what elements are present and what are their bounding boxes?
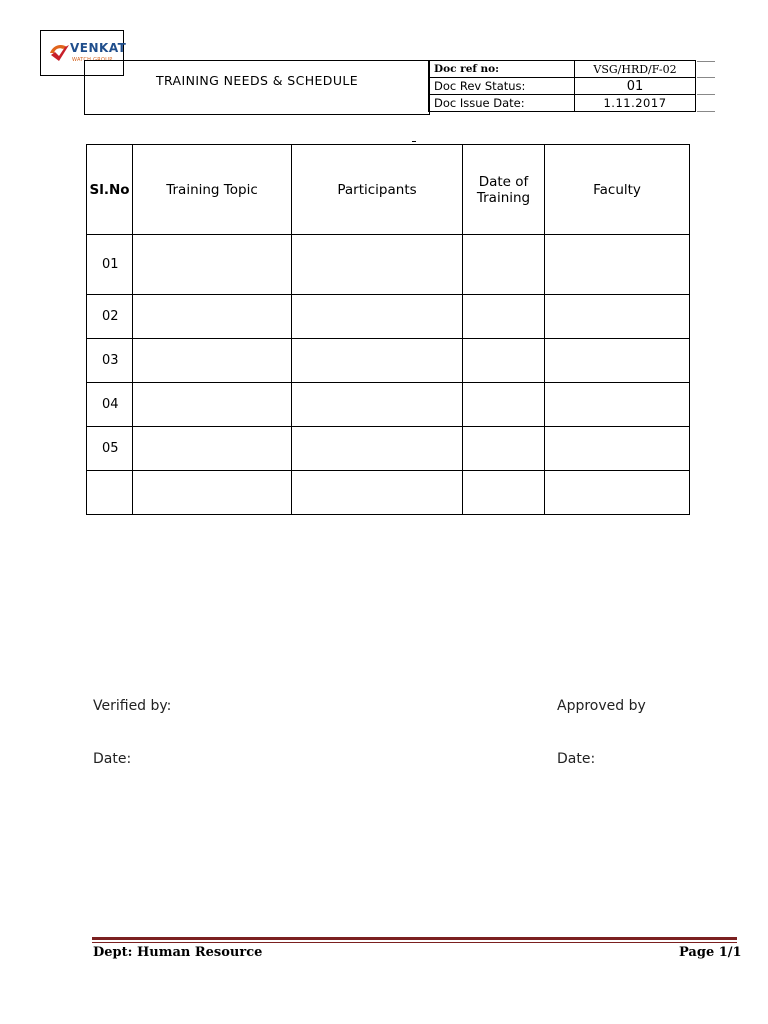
document-title-box [84, 60, 430, 115]
row-faculty-cell[interactable] [545, 295, 690, 339]
logo-tagline: WATCH GROUP [72, 57, 113, 63]
header-date-line1: Date of [478, 173, 529, 190]
table-border-extension [697, 111, 715, 112]
row-participants-cell[interactable] [292, 427, 463, 471]
row-participants-cell[interactable] [292, 383, 463, 427]
doc-date-label: Doc Issue Date: [429, 95, 575, 112]
doc-reference-table [428, 60, 696, 112]
table-border-extension [697, 61, 715, 62]
header-participants: Participants [292, 145, 463, 235]
table-row [87, 235, 690, 295]
row-participants-cell[interactable] [292, 471, 463, 515]
table-border-extension [697, 94, 715, 95]
row-participants-cell[interactable] [292, 235, 463, 295]
row-topic-cell[interactable] [133, 235, 292, 295]
doc-rev-value: 01 [575, 78, 696, 95]
row-participants-cell[interactable] [292, 295, 463, 339]
footer-page-number: Page 1/1 [679, 945, 742, 960]
row-date-cell[interactable] [463, 383, 545, 427]
footer-department: Dept: Human Resource [93, 945, 263, 960]
table-row [87, 295, 690, 339]
doc-ref-label: Doc ref no: [429, 61, 575, 78]
row-slno: 01 [87, 235, 133, 295]
row-participants-cell[interactable] [292, 339, 463, 383]
footer-rule-thin [92, 942, 737, 943]
row-topic-cell[interactable] [133, 383, 292, 427]
table-row [87, 339, 690, 383]
table-row [87, 471, 690, 515]
doc-date-value: 1.11.2017 [575, 95, 696, 112]
header-training-topic: Training Topic [133, 145, 292, 235]
row-faculty-cell[interactable] [545, 339, 690, 383]
row-date-cell[interactable] [463, 427, 545, 471]
table-header-row [87, 145, 690, 235]
row-faculty-cell[interactable] [545, 427, 690, 471]
header-date-line2: Training [476, 189, 531, 206]
row-date-cell[interactable] [463, 339, 545, 383]
row-faculty-cell[interactable] [545, 235, 690, 295]
doc-ref-value: VSG/HRD/F-02 [575, 61, 696, 78]
header-slno: Sl.No [87, 145, 133, 235]
table-row [87, 427, 690, 471]
footer-rule-thick [92, 937, 737, 940]
row-date-cell[interactable] [463, 295, 545, 339]
document-title: TRAINING NEEDS & SCHEDULE [155, 73, 359, 88]
row-topic-cell[interactable] [133, 471, 292, 515]
row-topic-cell[interactable] [133, 427, 292, 471]
row-topic-cell[interactable] [133, 295, 292, 339]
header-date-of-training [463, 145, 545, 235]
stray-mark [412, 141, 416, 142]
training-schedule-table [86, 144, 690, 515]
doc-date-row [429, 95, 696, 112]
approved-by-label: Approved by [557, 698, 646, 714]
table-row [87, 383, 690, 427]
row-slno: 04 [87, 383, 133, 427]
doc-rev-row [429, 78, 696, 95]
row-slno [87, 471, 133, 515]
logo-wordmark: VENKAT [70, 41, 127, 55]
approved-date-label: Date: [557, 751, 596, 767]
row-date-cell[interactable] [463, 471, 545, 515]
header-faculty: Faculty [545, 145, 690, 235]
row-date-cell[interactable] [463, 235, 545, 295]
doc-rev-label: Doc Rev Status: [429, 78, 575, 95]
verified-date-label: Date: [93, 751, 132, 767]
row-slno: 05 [87, 427, 133, 471]
verified-by-label: Verified by: [93, 698, 172, 714]
table-border-extension [697, 77, 715, 78]
row-topic-cell[interactable] [133, 339, 292, 383]
row-faculty-cell[interactable] [545, 471, 690, 515]
doc-ref-row [429, 61, 696, 78]
row-slno: 03 [87, 339, 133, 383]
row-slno: 02 [87, 295, 133, 339]
row-faculty-cell[interactable] [545, 383, 690, 427]
